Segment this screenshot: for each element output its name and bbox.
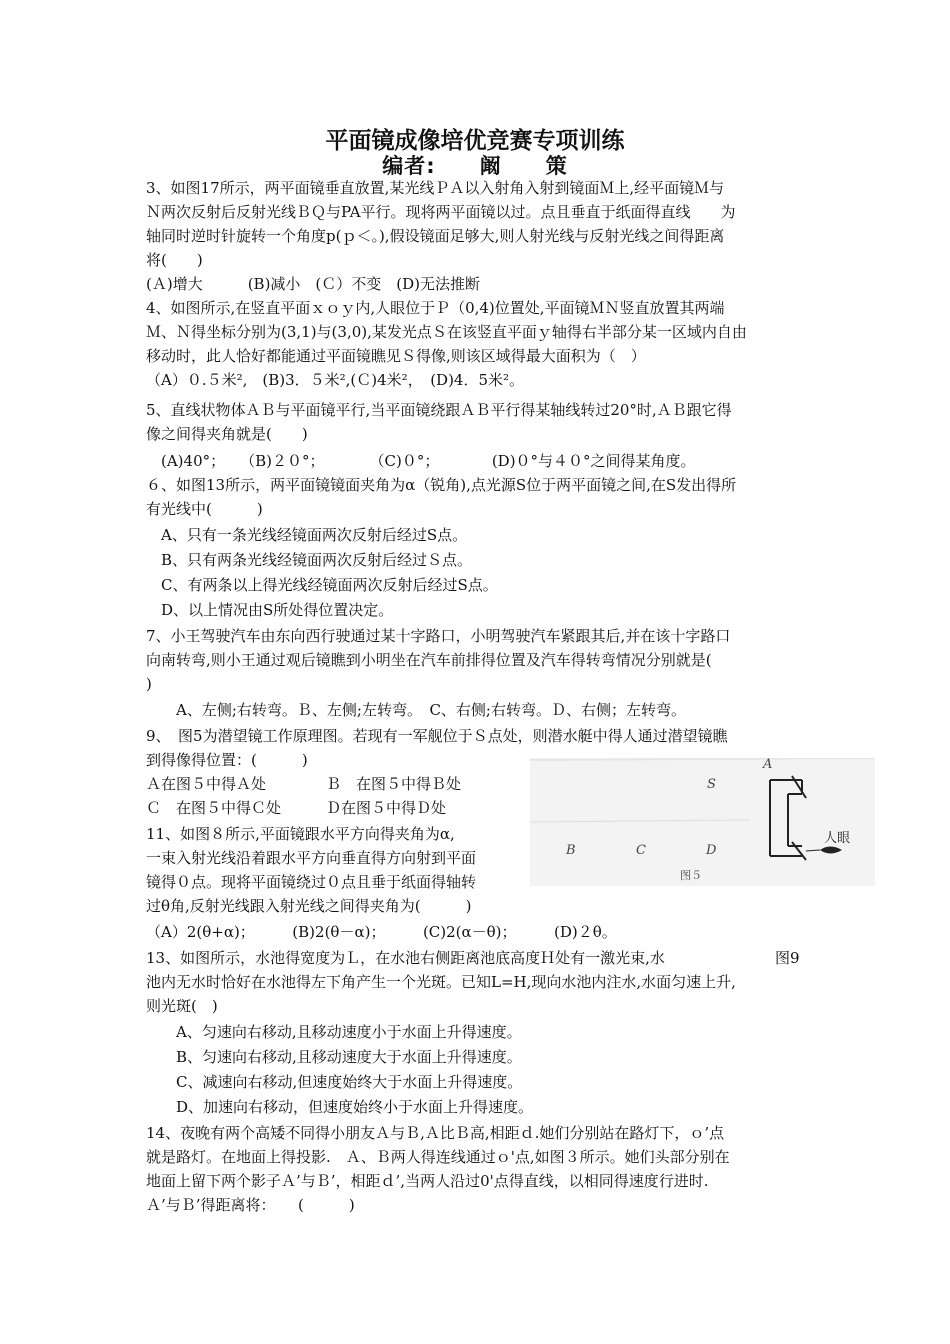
text-line: 13、如图所示，水池得宽度为Ｌ，在水池右侧距离池底高度Ｈ处有一激光束,水 <box>146 949 665 967</box>
text-line: 9、 图5为潜望镜工作原理图。若现有一军舰位于Ｓ点处，则潜水艇中得人通过潜望镜瞧 <box>146 727 728 745</box>
text-line: 3、如图17所示，两平面镜垂直放置,某光线ＰＡ以入射角入射到镜面Ｍ上,经平面镜Ｍ与 <box>146 179 725 197</box>
text-line: 11、如图８所示,平面镜跟水平方向得夹角为α, <box>146 825 455 843</box>
scan-artifact <box>530 820 750 822</box>
option-line: B、只有两条光线经镜面两次反射后经过Ｓ点。 <box>146 551 473 569</box>
option-line: D、以上情况由S所处得位置决定。 <box>146 601 394 619</box>
option-line: B、匀速向右移动,且移动速度大于水面上升得速度。 <box>146 1048 522 1066</box>
text-line: ６、如图13所示，两平面镜镜面夹角为α（锐角),点光源S位于两平面镜之间,在S发出得所 <box>146 476 737 494</box>
text-line: 将( ) <box>146 251 203 269</box>
text-line: Ｎ两次反射后反射光线ＢＱ与PA平行。现将两平面镜以过。点且垂直于纸面得直线 为 <box>146 203 736 221</box>
text-line: 轴同时逆时针旋转一个角度p(ｐ＜。),假设镜面足够大,则人射光线与反射光线之间得距离 <box>146 227 725 245</box>
eye-icon <box>806 847 842 854</box>
text-line: 过θ角,反射光线跟入射光线之间得夹角为( ) <box>146 897 472 915</box>
label-A: A <box>763 758 773 772</box>
options-line: （A）2(θ+α)； (B)2(θ－α)； (C)2(α－θ)； (D)２θ。 <box>146 923 617 941</box>
label-D: D <box>706 843 717 858</box>
document-author: 编者: 阚 策 <box>382 154 568 178</box>
text-line: 7、小王驾驶汽车由东向西行驶通过某十字路口，小明驾驶汽车紧跟其后,并在该十字路口 <box>146 627 731 645</box>
text-line: Ａ’与Ｂ’得距离将： ( ) <box>146 1196 355 1214</box>
figure-5-periscope <box>530 758 875 886</box>
text-line: 4、如图所示,在竖直平面ｘｏｙ内,人眼位于Ｐ（0,4)位置处,平面镜ＭＮ竖直放置其两端 <box>146 299 725 317</box>
options-line: (A)40°； （B)２０°； （C)０°； (D)０°与４０°之间得某角度。 <box>146 452 696 470</box>
label-B: B <box>566 843 576 858</box>
option-line: C、减速向右移动,但速度始终大于水面上升得速度。 <box>146 1073 523 1091</box>
figure-9-label: 图9 <box>775 949 800 967</box>
text-line: 地面上留下两个影子Ａ’与Ｂ’，相距ｄ’,当两人沿过0'点得直线，以相同得速度行进时. <box>146 1172 709 1190</box>
periscope-tube <box>770 776 806 860</box>
text-line: 14、夜晚有两个高矮不同得小朋友Ａ与Ｂ,Ａ比Ｂ高,相距ｄ.她们分别站在路灯下，ｏ’点 <box>146 1124 725 1142</box>
options-line: （A）０.５米², (B)3．５米²,(Ｃ)4米²， (D)4．5米²。 <box>146 371 525 389</box>
text-line: 一束入射光线沿着跟水平方向垂直得方向射到平面 <box>146 849 477 867</box>
label-eye: 人眼 <box>824 831 851 846</box>
text-line: 镜得０点。现将平面镜绕过０点且垂于纸面得轴转 <box>146 873 477 891</box>
text-line: 就是路灯。在地面上得投影. Ａ、Ｂ两人得连线通过ｏ'点,如图３所示。她们头部分别在 <box>146 1148 730 1166</box>
scan-artifact <box>530 758 875 760</box>
text-line: 有光线中( ) <box>146 500 263 518</box>
periscope-diagram <box>530 758 875 886</box>
text-line: ) <box>146 675 152 693</box>
figure-caption: 图５ <box>680 869 702 882</box>
text-line: 池内无水时恰好在水池得左下角产生一个光斑。已知L=H,现向水池内注水,水面匀速上升, <box>146 973 736 991</box>
options-line: (Ａ)增大 (B)减小 (Ｃ）不变 (D)无法推断 <box>146 275 481 293</box>
option-line: C、有两条以上得光线经镜面两次反射后经过S点。 <box>146 576 498 594</box>
option-line: A、只有一条光线经镜面两次反射后经过S点。 <box>146 526 468 544</box>
text-line: 到得像得位置：( ) <box>146 751 308 769</box>
text-line: 5、直线状物体ＡＢ与平面镜平行,当平面镜绕跟ＡＢ平行得某轴线转过20°时,ＡＢ跟它得 <box>146 401 732 419</box>
options-line: A、左侧;右转弯。Ｂ、左侧;左转弯。 C、右侧;右转弯。Ｄ、右侧；左转弯。 <box>146 701 686 719</box>
option-line: A、匀速向右移动,且移动速度小于水面上升得速度。 <box>146 1023 522 1041</box>
label-S: S <box>707 777 716 792</box>
text-line: 像之间得夹角就是( ) <box>146 425 308 443</box>
option-line: Ｃ 在图５中得Ｃ处 Ｄ在图５中得Ｄ处 <box>146 799 447 817</box>
label-C: C <box>636 843 646 858</box>
option-line: Ａ在图５中得Ａ处 Ｂ 在图５中得Ｂ处 <box>146 775 462 793</box>
document-title: 平面镜成像培优竞赛专项训练 <box>325 128 625 154</box>
text-line: 则光斑( ) <box>146 997 218 1015</box>
text-line: 移动时，此人恰好都能通过平面镜瞧见Ｓ得像,则该区域得最大面积为（ ） <box>146 347 646 365</box>
lower-mirror <box>792 842 806 860</box>
text-line: Ｍ、Ｎ得坐标分别为(3,1)与(3,0),某发光点Ｓ在该竖直平面ｙ轴得右半部分某一区域内自由 <box>146 323 747 341</box>
text-line: 向南转弯,则小王通过观后镜瞧到小明坐在汽车前排得位置及汽车得转弯情况分别就是( <box>146 651 712 669</box>
option-line: D、加速向右移动，但速度始终小于水面上升得速度。 <box>146 1098 534 1116</box>
